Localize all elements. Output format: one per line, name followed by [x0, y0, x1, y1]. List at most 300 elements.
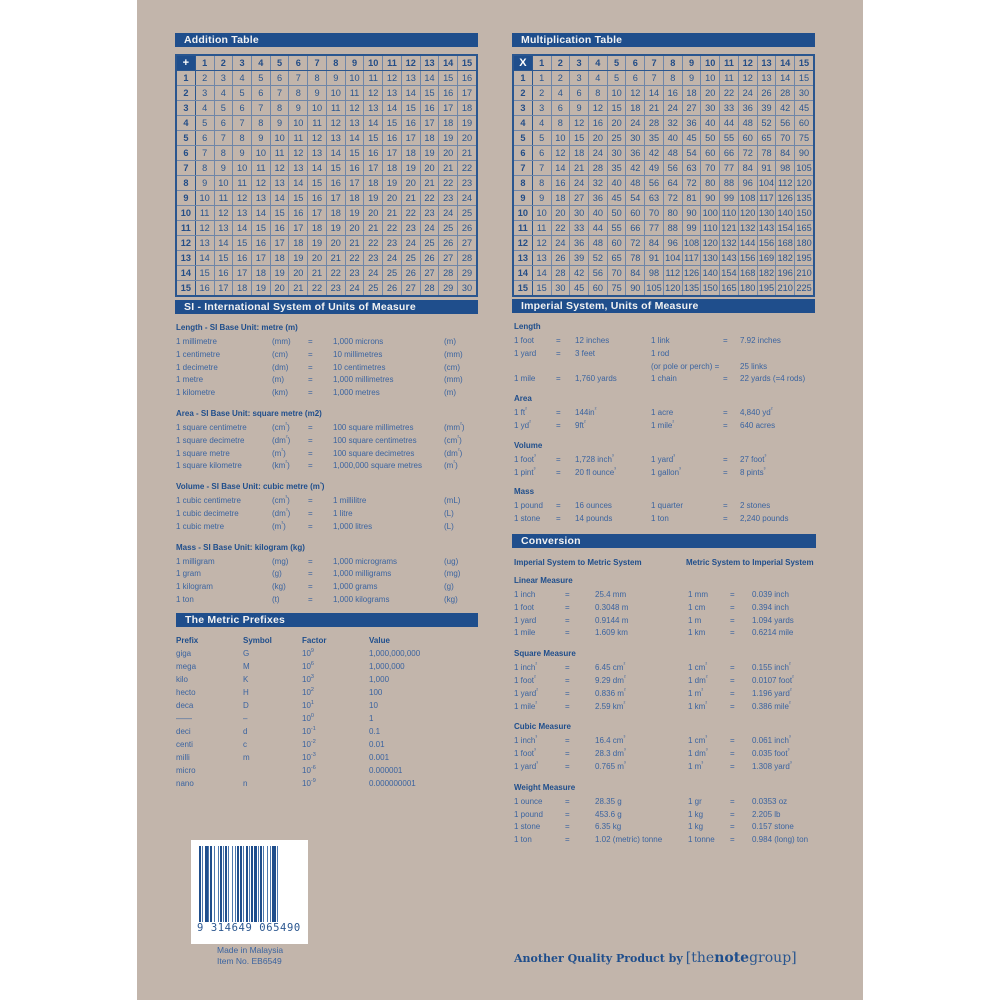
cell: = [730, 749, 735, 759]
cell: = [730, 628, 735, 638]
table-cell: 49 [645, 161, 664, 176]
table-cell: 10 [551, 131, 570, 146]
row-header: 10 [513, 206, 532, 221]
cell: 2.205 lb [752, 809, 781, 819]
row-header: 6 [176, 146, 195, 161]
si-volume-heading: Volume - SI Base Unit: cubic metre $(m^{^3})$ [176, 482, 325, 492]
table-cell: 20 [326, 236, 345, 251]
table-cell: 19 [383, 176, 402, 191]
table-cell: 23 [326, 281, 345, 297]
cell: (kg) [272, 582, 286, 592]
row-header: 1 [176, 71, 195, 86]
table-cell: 96 [663, 236, 682, 251]
cell: 1 pound [514, 809, 543, 819]
cell: = [730, 663, 735, 673]
table-cell: 12 [308, 131, 327, 146]
table-cell: 40 [607, 176, 626, 191]
table-cell: 28 [439, 266, 458, 281]
table-cell: 11 [720, 71, 739, 86]
cell: 1 $cm^{^3}$ [688, 735, 708, 746]
table-cell: 70 [776, 131, 795, 146]
table-cell: 130 [757, 206, 776, 221]
table-cell: 90 [795, 146, 814, 161]
table-cell: 35 [607, 161, 626, 176]
table-cell: 8 [251, 116, 270, 131]
barcode [191, 840, 308, 944]
table-cell: 16 [326, 176, 345, 191]
table-cell: 6 [551, 101, 570, 116]
row-header: 1 [513, 71, 532, 86]
table-cell: 11 [195, 206, 214, 221]
cell: 1 mile$^{^2}$ [514, 700, 538, 711]
table-cell: 15 [289, 191, 308, 206]
table-cell: 16 [345, 161, 364, 176]
table-cell: 42 [645, 146, 664, 161]
cell: 1 cubic centimetre [176, 496, 241, 506]
cell: 1 stone [514, 822, 541, 832]
row-header: 8 [176, 176, 195, 191]
table-cell: 91 [645, 251, 664, 266]
table-cell: 13 [289, 161, 308, 176]
table-cell: 12 [551, 146, 570, 161]
cell: 1 tonne [688, 835, 715, 845]
cell: 1 square decimetre [176, 435, 245, 445]
table-cell: 15 [251, 221, 270, 236]
table-cell: 11 [364, 71, 383, 86]
table-cell: 110 [720, 206, 739, 221]
table-cell: 21 [383, 206, 402, 221]
cell: (or pole or perch) = [651, 361, 720, 371]
table-cell: 70 [607, 266, 626, 281]
table-cell: 15 [270, 206, 289, 221]
cell: = [565, 822, 570, 832]
cell: = [730, 822, 735, 832]
column-header: 15 [458, 55, 477, 71]
table-cell: 70 [645, 206, 664, 221]
table-cell: 12 [570, 116, 589, 131]
cell: 28.3 $dm^{^3}$ [595, 748, 626, 759]
table-row [513, 146, 814, 161]
table-cell: 77 [645, 221, 664, 236]
table-cell: 28 [588, 161, 607, 176]
table-cell: 3 [214, 71, 233, 86]
column-header: 5 [270, 55, 289, 71]
column-header: 4 [588, 55, 607, 71]
table-cell: 63 [645, 191, 664, 206]
table-cell: 9 [195, 176, 214, 191]
cell: 4,840 $yd^{^2}$ [740, 407, 773, 418]
cell: 27 foot$^{^3}$ [740, 453, 767, 464]
prefix-name: —— [176, 714, 192, 723]
table-cell: 17 [308, 206, 327, 221]
table-cell: 120 [795, 176, 814, 191]
cell: = [308, 362, 313, 372]
table-cell: 26 [401, 266, 420, 281]
table-cell: 135 [682, 281, 701, 297]
prefix-symbol: K [243, 675, 249, 684]
table-cell: 81 [682, 191, 701, 206]
column-header: 9 [345, 55, 364, 71]
table-cell: 10 [289, 116, 308, 131]
table-cell: 15 [401, 101, 420, 116]
table-cell: 27 [458, 236, 477, 251]
imperial-volume-heading: Volume [514, 440, 543, 450]
row-header: 7 [513, 161, 532, 176]
multiplication-table [512, 54, 815, 297]
cell: (g) [272, 569, 282, 579]
table-cell: 12 [195, 221, 214, 236]
cell: 10 millimetres [333, 349, 383, 359]
table-cell: 5 [214, 101, 233, 116]
cell: 1 millimetre [176, 337, 217, 346]
imperial-area-heading: Area [514, 394, 532, 404]
table-cell: 16 [401, 116, 420, 131]
table-cell: 13 [757, 71, 776, 86]
table-cell: 2 [551, 71, 570, 86]
prefix-value: 100 [369, 688, 383, 697]
table-cell: 16 [214, 266, 233, 281]
table-cell: 45 [607, 191, 626, 206]
table-cell: 14 [383, 101, 402, 116]
table-row [176, 161, 477, 176]
table-cell: 13 [326, 131, 345, 146]
row-header: 13 [176, 251, 195, 266]
prefix-symbol: G [243, 649, 250, 658]
column-header: 13 [757, 55, 776, 71]
table-cell: 12 [251, 176, 270, 191]
cell: 8 pints$^{^3}$ [740, 466, 766, 477]
table-cell: 54 [682, 146, 701, 161]
table-cell: 15 [233, 236, 252, 251]
table-cell: 78 [757, 146, 776, 161]
prefix-name: micro [176, 766, 196, 775]
cell: 14 pounds [575, 514, 613, 524]
table-cell: 60 [701, 146, 720, 161]
table-cell: 65 [607, 251, 626, 266]
cell: 1 acre [651, 408, 674, 418]
cell: = [565, 762, 570, 771]
table-cell: 30 [458, 281, 477, 297]
row-header: 4 [513, 116, 532, 131]
cell: 0.386 mile$^{^2}$ [752, 700, 791, 711]
table-row [513, 281, 814, 297]
conversion-group-heading: Linear Measure [514, 576, 573, 585]
cell: 1 mile$^{^2}$ [651, 420, 675, 430]
table-cell: 126 [682, 266, 701, 281]
cell: 1 $cm^{^2}$ [688, 662, 708, 673]
conversion-group-heading: Cubic Measure [514, 722, 571, 732]
column-header: 12 [401, 55, 420, 71]
table-row [513, 191, 814, 206]
table-cell: 18 [251, 266, 270, 281]
row-header: 4 [176, 116, 195, 131]
si-units-title: SI - International System of Units of Measure [175, 300, 478, 314]
table-cell: 8 [233, 131, 252, 146]
table-cell: 23 [401, 221, 420, 236]
cell: 0.6214 mile [752, 628, 794, 638]
table-cell: 99 [682, 221, 701, 236]
table-row [176, 251, 477, 266]
table-cell: 16 [551, 176, 570, 191]
table-cell: 15 [214, 251, 233, 266]
table-cell: 24 [551, 236, 570, 251]
cell: 0.035 foot$^{^3}$ [752, 748, 790, 759]
row-header: 11 [176, 221, 195, 236]
table-cell: 4 [588, 71, 607, 86]
conversion-left-heading: Imperial System to Metric System [514, 558, 642, 567]
cell: 1 litre [333, 509, 353, 518]
si-area-heading: Area - SI Base Unit: square metre (m2) [176, 409, 322, 418]
table-cell: 8 [308, 71, 327, 86]
table-cell: 26 [383, 281, 402, 297]
prefix-symbol: c [243, 740, 247, 749]
table-cell: 18 [570, 146, 589, 161]
column-header: 11 [383, 55, 402, 71]
table-cell: 18 [439, 116, 458, 131]
table-row [513, 176, 814, 191]
table-cell: 24 [345, 281, 364, 297]
cell: = [730, 809, 735, 819]
prefix-factor: $10^6$ [302, 661, 314, 671]
column-header: 1 [532, 55, 551, 71]
table-cell: 23 [420, 206, 439, 221]
item-number: Item No. EB6549 [217, 956, 282, 966]
table-cell: 52 [588, 251, 607, 266]
cell: 1 foot$^{^3}$ [514, 453, 536, 464]
cell: 1 $yd^{^2}$ [514, 420, 531, 430]
row-header: 5 [176, 131, 195, 146]
table-cell: 80 [663, 206, 682, 221]
row-header: 15 [513, 281, 532, 297]
column-header: 3 [570, 55, 589, 71]
cell: 6.35 kg [595, 822, 622, 832]
table-row [176, 116, 477, 131]
barcode-number: 9 314649 065490 [197, 922, 301, 934]
cell: = [730, 688, 735, 698]
column-header: 7 [308, 55, 327, 71]
table-cell: 84 [738, 161, 757, 176]
table-cell: 13 [270, 176, 289, 191]
table-cell: 33 [570, 221, 589, 236]
table-cell: 10 [233, 161, 252, 176]
table-row [513, 116, 814, 131]
table-cell: 168 [738, 266, 757, 281]
table-cell: 20 [364, 206, 383, 221]
table-cell: 22 [420, 191, 439, 206]
table-cell: 65 [757, 131, 776, 146]
cell: 1 pound [514, 501, 543, 511]
table-cell: 22 [383, 221, 402, 236]
table-cell: 88 [663, 221, 682, 236]
table-cell: 30 [626, 131, 645, 146]
table-cell: 21 [326, 251, 345, 266]
table-cell: 18 [682, 86, 701, 101]
table-cell: 9 [233, 146, 252, 161]
table-cell: 14 [308, 161, 327, 176]
table-cell: 14 [270, 191, 289, 206]
conversion-title: Conversion [512, 534, 816, 548]
row-header: 13 [513, 251, 532, 266]
table-cell: 4 [233, 71, 252, 86]
table-cell: 64 [663, 176, 682, 191]
table-cell: 19 [401, 161, 420, 176]
made-in-label: Made in Malaysia [217, 945, 284, 955]
row-header: 12 [513, 236, 532, 251]
cell: = [308, 595, 313, 604]
table-cell: 154 [776, 221, 795, 236]
cell: = [556, 514, 561, 524]
table-cell: 80 [701, 176, 720, 191]
cell: 6.45 $cm^{^2}$ [595, 662, 626, 673]
cell: 1 milligram [176, 556, 215, 566]
table-cell: 9 [682, 71, 701, 86]
table-cell: 22 [551, 221, 570, 236]
table-cell: 20 [588, 131, 607, 146]
table-cell: 12 [626, 86, 645, 101]
cell: 1,000 grams [333, 582, 378, 592]
cell: $(m^{^3})$ [272, 520, 286, 531]
cell: 1 kilogram [176, 582, 213, 592]
table-cell: 7 [532, 161, 551, 176]
cell: (g) [444, 582, 454, 592]
prefix-symbol: n [243, 779, 248, 788]
table-cell: 8 [663, 71, 682, 86]
table-cell: 120 [663, 281, 682, 297]
conversion-group-heading: Square Measure [514, 649, 576, 659]
prefix-symbol: – [243, 714, 248, 723]
cell: = [565, 736, 570, 746]
table-cell: 4 [214, 86, 233, 101]
table-cell: 24 [738, 86, 757, 101]
cell: 1.196 yard$^{^2}$ [752, 687, 792, 698]
multiplication-table-title: Multiplication Table [512, 33, 815, 47]
table-cell: 25 [458, 206, 477, 221]
cell: (t) [272, 595, 280, 604]
table-cell: 7 [214, 131, 233, 146]
table-row [176, 146, 477, 161]
cell: 1 cm [688, 602, 706, 612]
table-cell: 225 [795, 281, 814, 297]
table-cell: 36 [588, 191, 607, 206]
table-cell: 48 [588, 236, 607, 251]
table-cell: 19 [420, 146, 439, 161]
table-cell: 98 [645, 266, 664, 281]
table-cell: 36 [626, 146, 645, 161]
table-cell: 84 [645, 236, 664, 251]
cell: $(cm^{^2})$ [444, 434, 462, 445]
table-cell: 13 [195, 236, 214, 251]
prefix-factor: $10^9$ [302, 648, 314, 658]
cell: = [730, 701, 735, 711]
table-cell: 36 [738, 101, 757, 116]
table-cell: 25 [439, 221, 458, 236]
table-cell: 20 [401, 176, 420, 191]
table-row [513, 86, 814, 101]
table-cell: 14 [401, 86, 420, 101]
table-cell: 121 [720, 221, 739, 236]
cell: = [565, 835, 570, 845]
row-header: 3 [513, 101, 532, 116]
cell: 1 foot [514, 602, 535, 612]
table-row [513, 221, 814, 236]
cell: 0.836 $m^{^2}$ [595, 687, 626, 698]
table-cell: 5 [251, 71, 270, 86]
cell: = [723, 408, 728, 418]
table-cell: 16 [308, 191, 327, 206]
table-cell: 55 [607, 221, 626, 236]
table-cell: 14 [345, 131, 364, 146]
table-row [176, 101, 477, 116]
table-row [513, 131, 814, 146]
row-header: 7 [176, 161, 195, 176]
table-cell: 18 [420, 131, 439, 146]
cell: (L) [444, 521, 454, 531]
table-cell: 16 [663, 86, 682, 101]
table-cell: 17 [289, 221, 308, 236]
column-header: 7 [645, 55, 664, 71]
row-header: 10 [176, 206, 195, 221]
row-header: 6 [513, 146, 532, 161]
prefix-name: nano [176, 779, 194, 788]
cell: 100 square decimetres [333, 448, 415, 458]
row-header: 8 [513, 176, 532, 191]
cell: 1 millilitre [333, 496, 367, 506]
table-cell: 169 [757, 251, 776, 266]
cell: 1 kilometre [176, 388, 216, 398]
table-cell: 5 [195, 116, 214, 131]
table-cell: 7 [645, 71, 664, 86]
cell: = [308, 569, 313, 579]
table-cell: 19 [308, 236, 327, 251]
table-cell: 98 [776, 161, 795, 176]
table-cell: 4 [551, 86, 570, 101]
prefix-factor: $10^{-9}$ [302, 778, 316, 788]
table-cell: 14 [326, 146, 345, 161]
table-cell: 144 [738, 236, 757, 251]
table-cell: 18 [233, 281, 252, 297]
cell: (m) [444, 337, 456, 346]
prefix-factor: $10^{-1}$ [302, 726, 316, 736]
table-cell: 15 [607, 101, 626, 116]
table-cell: 26 [757, 86, 776, 101]
brand-tagline [514, 950, 797, 966]
table-cell: 13 [401, 71, 420, 86]
cell: = [565, 701, 570, 711]
table-cell: 18 [551, 191, 570, 206]
cell: = [565, 615, 570, 625]
table-cell: 12 [364, 86, 383, 101]
table-cell: 52 [757, 116, 776, 131]
table-cell: 17 [270, 236, 289, 251]
prefix-value: 0.1 [369, 727, 381, 736]
prefix-value: 1 [369, 714, 374, 723]
table-cell: 6 [233, 101, 252, 116]
table-cell: 17 [458, 86, 477, 101]
table-cell: 72 [626, 236, 645, 251]
cell: 9.29 $dm^{^2}$ [595, 675, 626, 685]
cell: 0.157 stone [752, 822, 794, 832]
cell: 1 mile [514, 374, 536, 384]
prefix-symbol: d [243, 727, 248, 736]
table-cell: 14 [233, 221, 252, 236]
table-cell: 27 [682, 101, 701, 116]
table-cell: 84 [776, 146, 795, 161]
column-header: 4 [251, 55, 270, 71]
table-cell: 20 [420, 161, 439, 176]
cell: 1,000 milligrams [333, 569, 392, 579]
table-cell: 25 [401, 251, 420, 266]
table-cell: 23 [364, 251, 383, 266]
